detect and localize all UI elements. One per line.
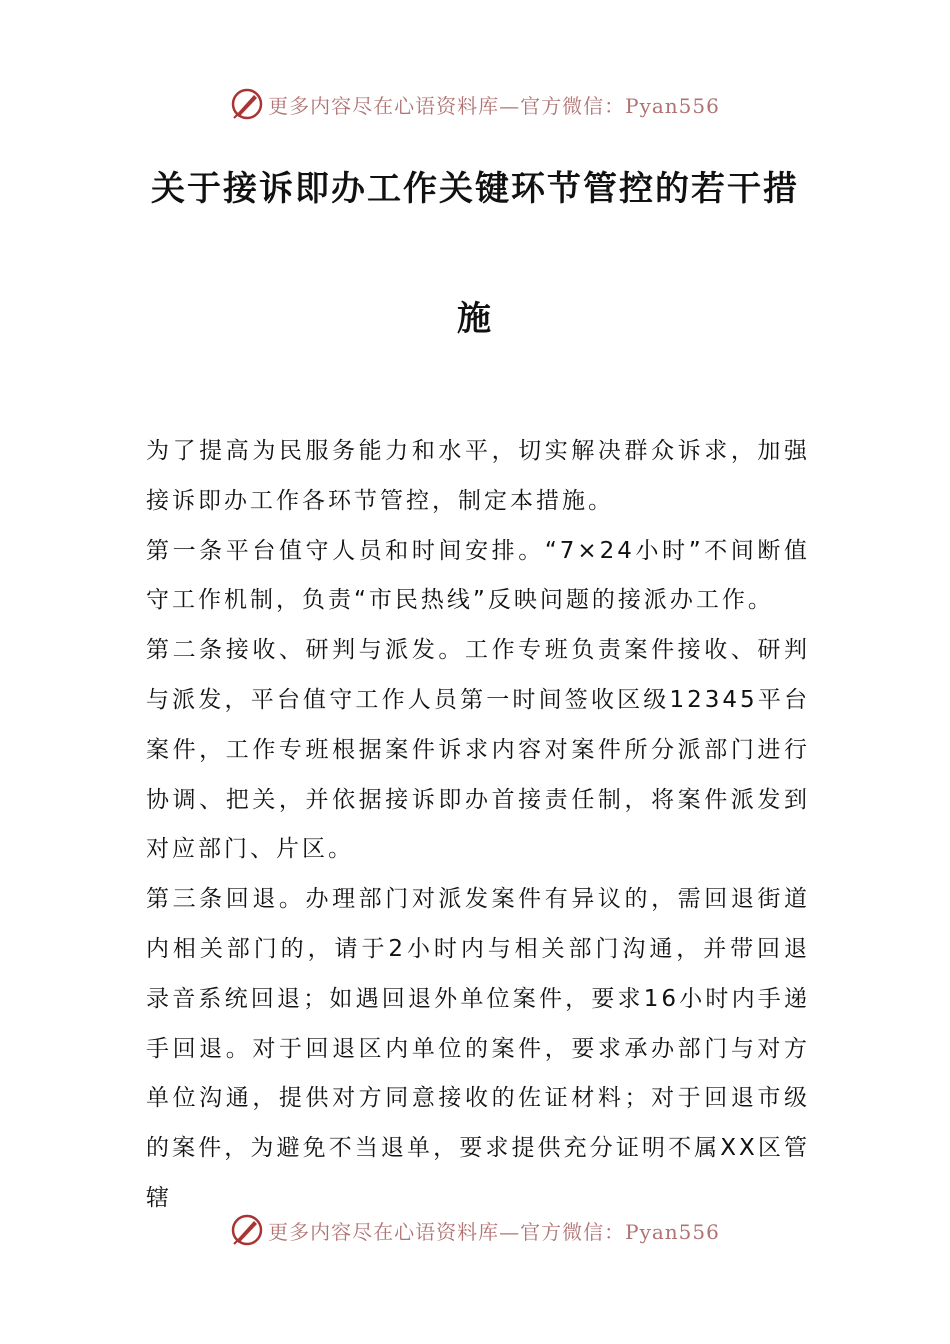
paragraph-article-2: 第二条接收、研判与派发。工作专班负责案件接收、研判与派发，平台值守工作人员第一时间签收区级12345平台案件，工作专班根据案件诉求内容对案件所分派部门进行协调、把关，并依据接诉即办首接责任制，将案件派发到对应部门、片区。 [146,637,810,863]
footer-banner [0,1210,950,1250]
pen-logo-icon [230,87,264,121]
paragraph-article-1: 第一条平台值守人员和时间安排。“7×24小时”不间断值守工作机制，负责“市民热线”反映问题的接派办工作。 [146,537,810,614]
header-banner-text: 更多内容尽在心语资料库—官方微信：Pyan556 [268,93,720,118]
document-title [120,168,830,428]
pen-logo-icon [230,1213,264,1247]
paragraph-intro: 为了提高为民服务能力和水平，切实解决群众诉求，加强接诉即办工作各环节管控，制定本措施。 [146,438,810,514]
title-line-2: 施 [457,299,493,339]
header-banner [0,84,950,124]
document-body [146,427,810,1224]
paragraph-article-3: 第三条回退。办理部门对派发案件有异议的，需回退街道内相关部门的，请于2小时内与相关部门沟通，并带回退录音系统回退；如遇回退外单位案件，要求16小时内手递手回退。对于回退区内单位的案件，要求承办部门与对方单位沟通，提供对方同意接收的佐证材料；对于回退市级的案件，为避免不当退单，要求提供充分证明不属XX区管辖 [146,886,810,1211]
title-line-1: 关于接诉即办工作关键环节管控的若干措 [151,169,799,209]
footer-banner-text: 更多内容尽在心语资料库—官方微信：Pyan556 [268,1219,720,1244]
